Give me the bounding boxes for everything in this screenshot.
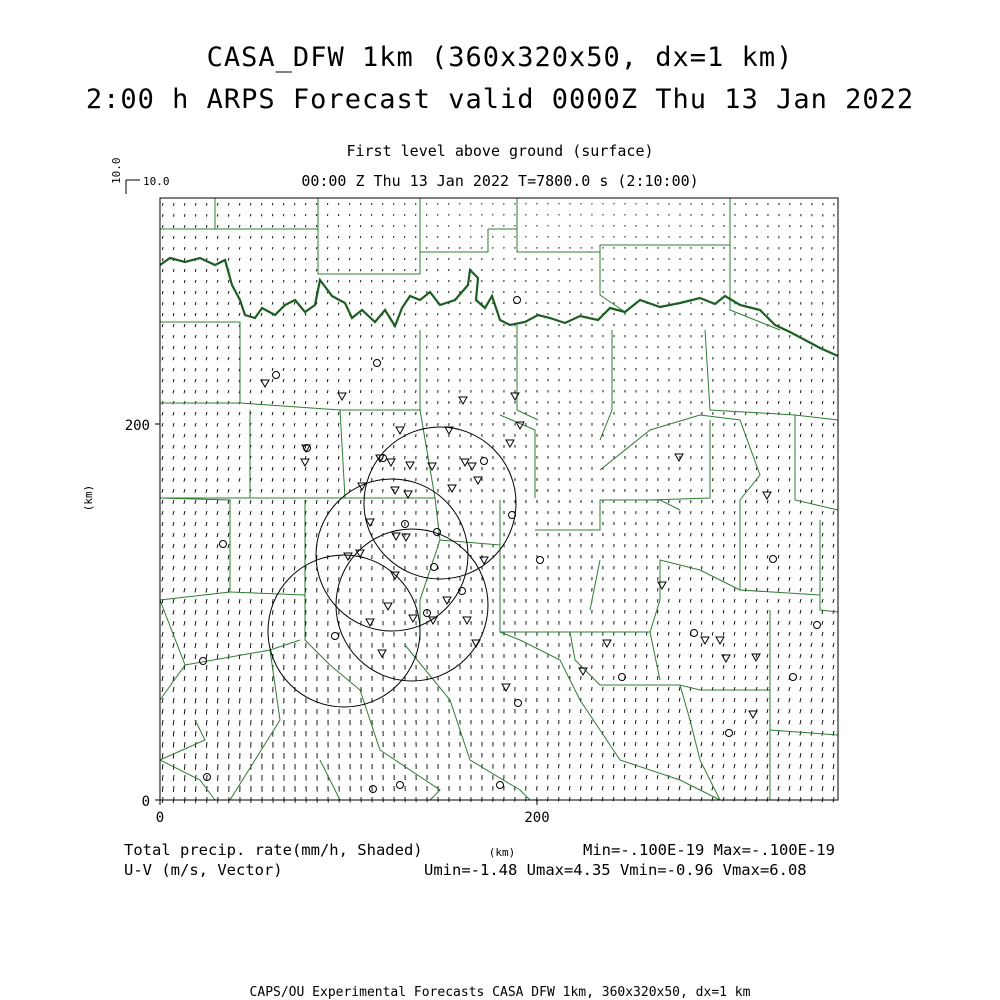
station-circle xyxy=(691,630,698,637)
time-info: 00:00 Z Thu 13 Jan 2022 T=7800.0 s (2:10:00) xyxy=(301,172,699,190)
station-circle xyxy=(397,782,404,789)
station-circle xyxy=(332,633,339,640)
y-tick-200: 200 xyxy=(124,418,150,434)
station-circle xyxy=(726,730,733,737)
station-triangle xyxy=(344,553,352,560)
station-triangle xyxy=(511,393,519,400)
wind-vector-field xyxy=(162,203,834,803)
station-triangle xyxy=(675,454,683,461)
station-triangle xyxy=(338,393,346,400)
station-triangle xyxy=(474,477,482,484)
river-boundary xyxy=(160,258,838,356)
station-circle xyxy=(481,458,488,465)
station-triangle xyxy=(443,597,451,604)
station-markers xyxy=(200,297,821,793)
x-axis-label: (km) xyxy=(488,846,516,859)
station-triangle xyxy=(406,462,414,469)
title-line-1: CASA_DFW 1km (360x320x50, dx=1 km) xyxy=(206,42,794,73)
station-circle xyxy=(770,556,777,563)
station-circle xyxy=(273,372,280,379)
station-circle xyxy=(509,512,516,519)
station-circle xyxy=(459,588,466,595)
station-triangle xyxy=(409,615,417,622)
y-axis-label: (km) xyxy=(82,484,95,512)
station-circle xyxy=(537,557,544,564)
station-triangle xyxy=(402,534,410,541)
station-triangle xyxy=(384,603,392,610)
wind-vector-arrows xyxy=(162,203,834,803)
station-circle xyxy=(431,564,438,571)
station-triangle xyxy=(366,619,374,626)
reference-vector-label-x: 10.0 xyxy=(143,175,170,188)
station-circle xyxy=(514,297,521,304)
station-circle xyxy=(370,786,377,793)
y-tick-0: 0 xyxy=(141,794,150,810)
x-tick-200: 200 xyxy=(524,810,550,826)
station-triangle xyxy=(701,637,709,644)
station-triangle xyxy=(378,650,386,657)
station-circle xyxy=(790,674,797,681)
reference-vector xyxy=(110,158,170,195)
station-triangle xyxy=(506,440,514,447)
x-tick-0: 0 xyxy=(155,810,165,826)
title-line-2: 2:00 h ARPS Forecast valid 0000Z Thu 13 Jan 2022 xyxy=(85,84,915,115)
station-triangle xyxy=(763,492,771,499)
station-triangle xyxy=(463,617,471,624)
vector-minmax: Umin=-1.48 Umax=4.35 Vmin=-0.96 Vmax=6.08 xyxy=(424,861,807,879)
precip-field-label: Total precip. rate(mm/h, Shaded) xyxy=(124,841,423,859)
station-circle xyxy=(374,360,381,367)
station-triangle xyxy=(391,487,399,494)
station-circle xyxy=(497,782,504,789)
station-triangle xyxy=(603,640,611,647)
station-triangle xyxy=(658,582,666,589)
reference-vector-label-y: 10.0 xyxy=(110,157,123,184)
station-circle xyxy=(220,541,227,548)
station-triangle xyxy=(392,533,400,540)
station-triangle xyxy=(301,459,309,466)
precip-minmax: Min=-.100E-19 Max=-.100E-19 xyxy=(583,841,835,859)
station-circle xyxy=(515,700,522,707)
station-triangle xyxy=(502,684,510,691)
station-triangle xyxy=(261,380,269,387)
vector-field-label: U-V (m/s, Vector) xyxy=(124,861,283,879)
credit-line: CAPS/OU Experimental Forecasts CASA DFW 1km, 360x320x50, dx=1 km xyxy=(249,985,751,1000)
station-triangle xyxy=(716,637,724,644)
station-triangle xyxy=(396,427,404,434)
station-circle xyxy=(814,622,821,629)
station-triangle xyxy=(387,459,395,466)
station-triangle xyxy=(468,463,476,470)
level-label: First level above ground (surface) xyxy=(346,142,654,160)
